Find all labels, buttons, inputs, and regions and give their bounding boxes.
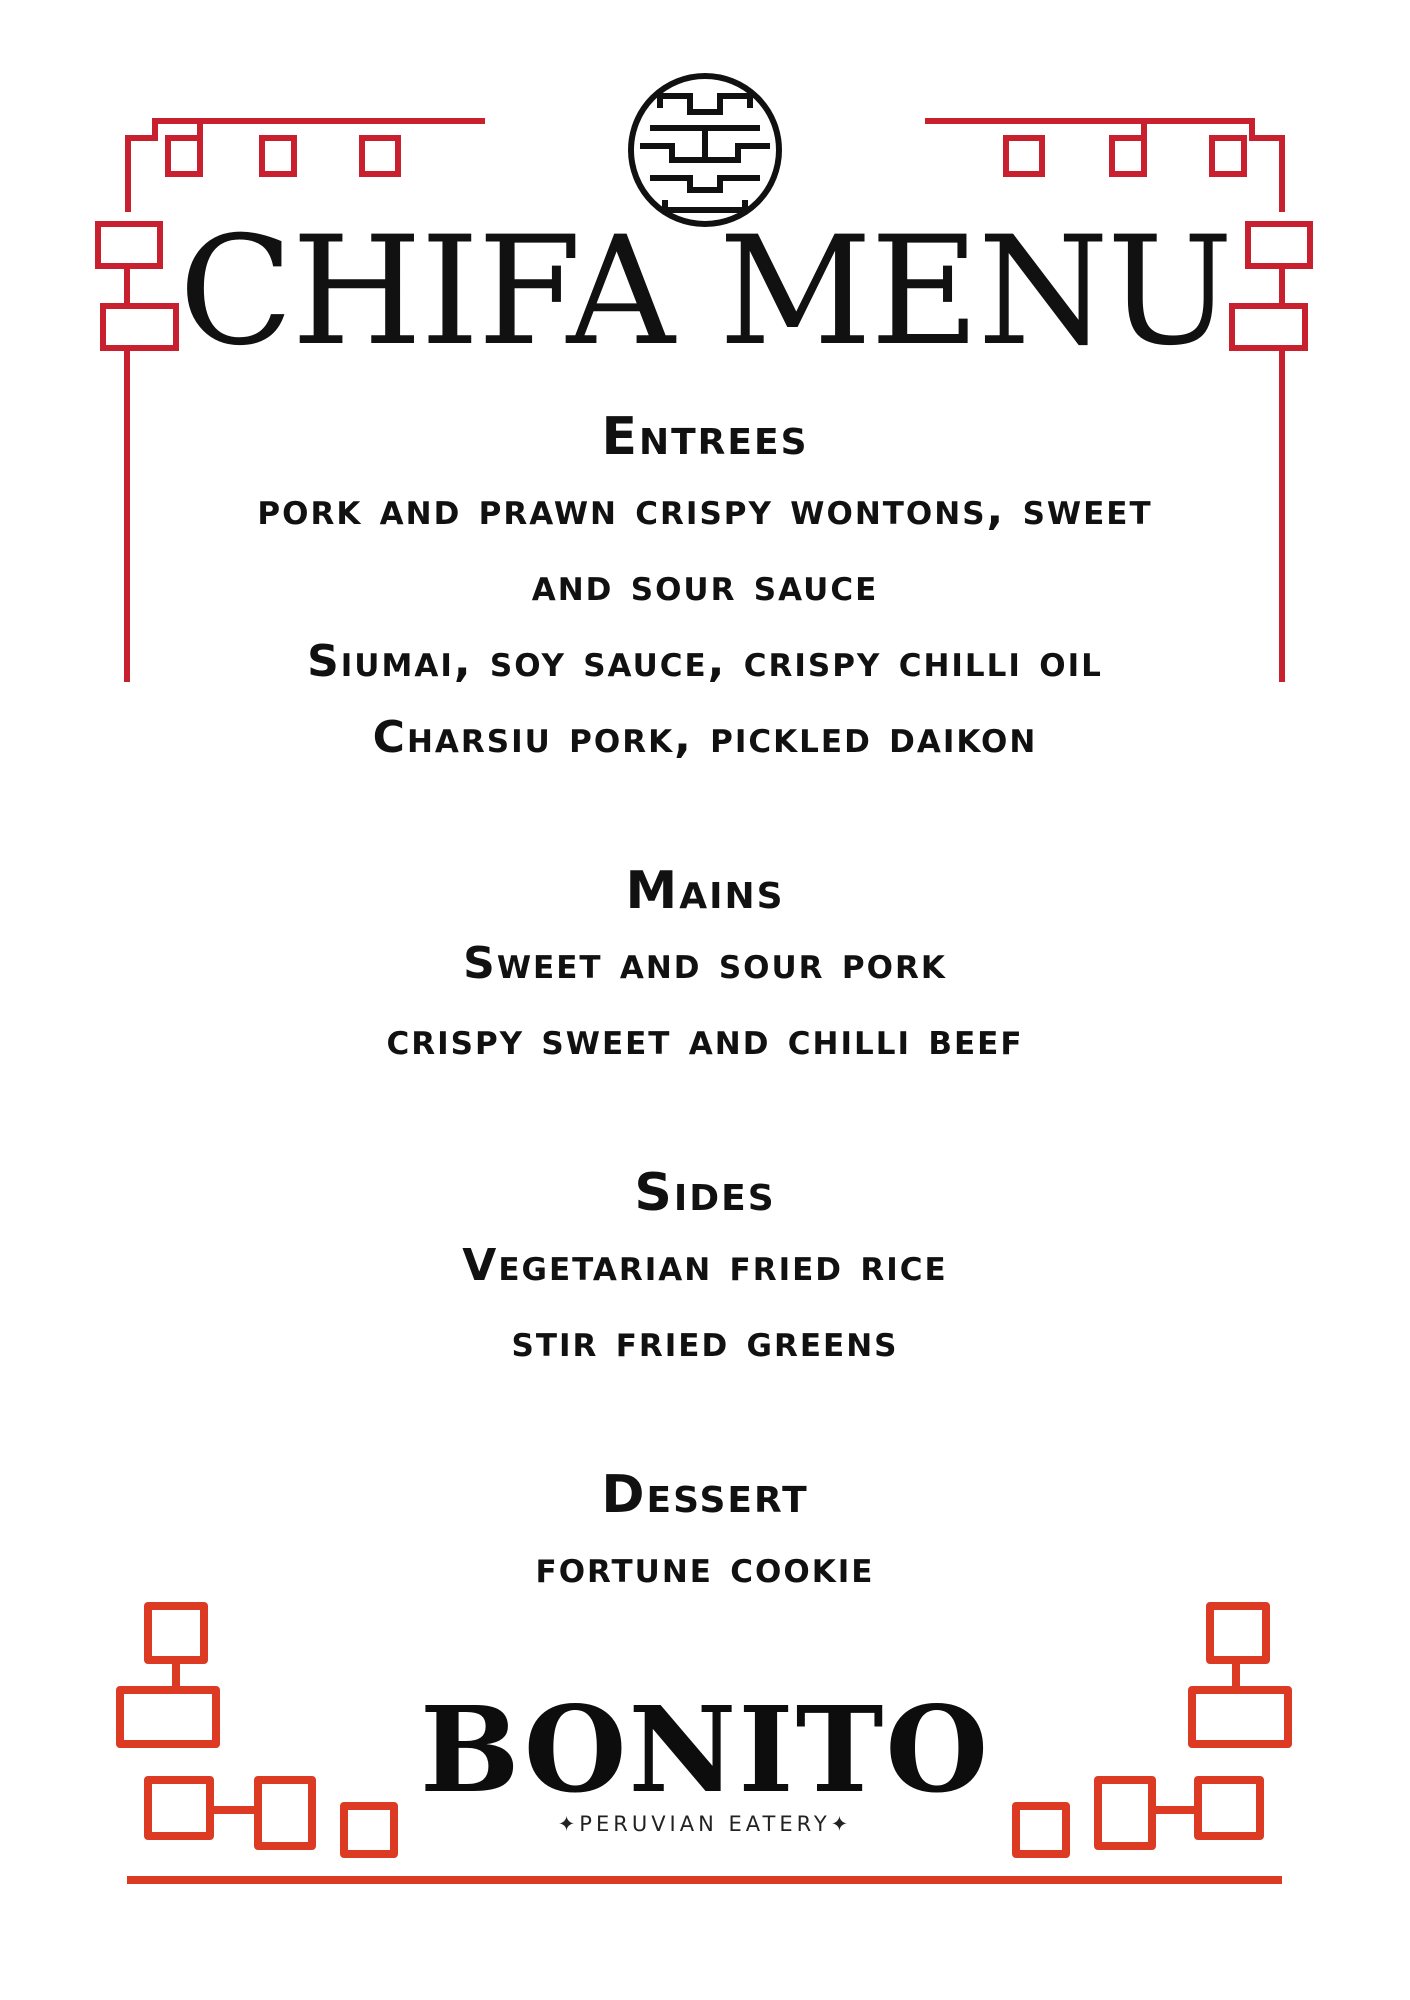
menu-item: Vegetarian fried rice <box>462 1240 948 1291</box>
brand-tagline: ✦PERUVIAN EATERY✦ <box>557 1812 853 1836</box>
section-heading: Entrees <box>601 407 809 467</box>
menu-section-dessert <box>0 1460 1410 1606</box>
menu-item: pork and prawn crispy wontons, sweet <box>257 484 1153 535</box>
menu-section-entrees <box>0 402 1410 776</box>
section-heading: Mains <box>625 861 785 921</box>
menu-item: and sour sauce <box>531 560 879 611</box>
section-heading: Sides <box>634 1163 776 1223</box>
brand-logo <box>0 1680 1410 1836</box>
menu-item: Sweet and sour pork <box>463 938 947 989</box>
menu-sections <box>0 402 1410 1606</box>
page-title: CHIFA MENU <box>178 205 1232 379</box>
brand-name: BONITO <box>419 1680 991 1819</box>
menu-section-sides <box>0 1158 1410 1380</box>
menu-item: fortune cookie <box>535 1542 875 1593</box>
menu-item: crispy sweet and chilli beef <box>386 1014 1024 1065</box>
menu-item: Siumai, soy sauce, crispy chilli oil <box>307 636 1103 687</box>
menu-item: Charsiu pork, pickled daikon <box>372 712 1038 763</box>
shou-longevity-symbol-icon <box>631 76 779 224</box>
menu-section-mains <box>0 856 1410 1078</box>
menu-item: stir fried greens <box>511 1316 899 1367</box>
section-heading: Dessert <box>601 1465 809 1525</box>
